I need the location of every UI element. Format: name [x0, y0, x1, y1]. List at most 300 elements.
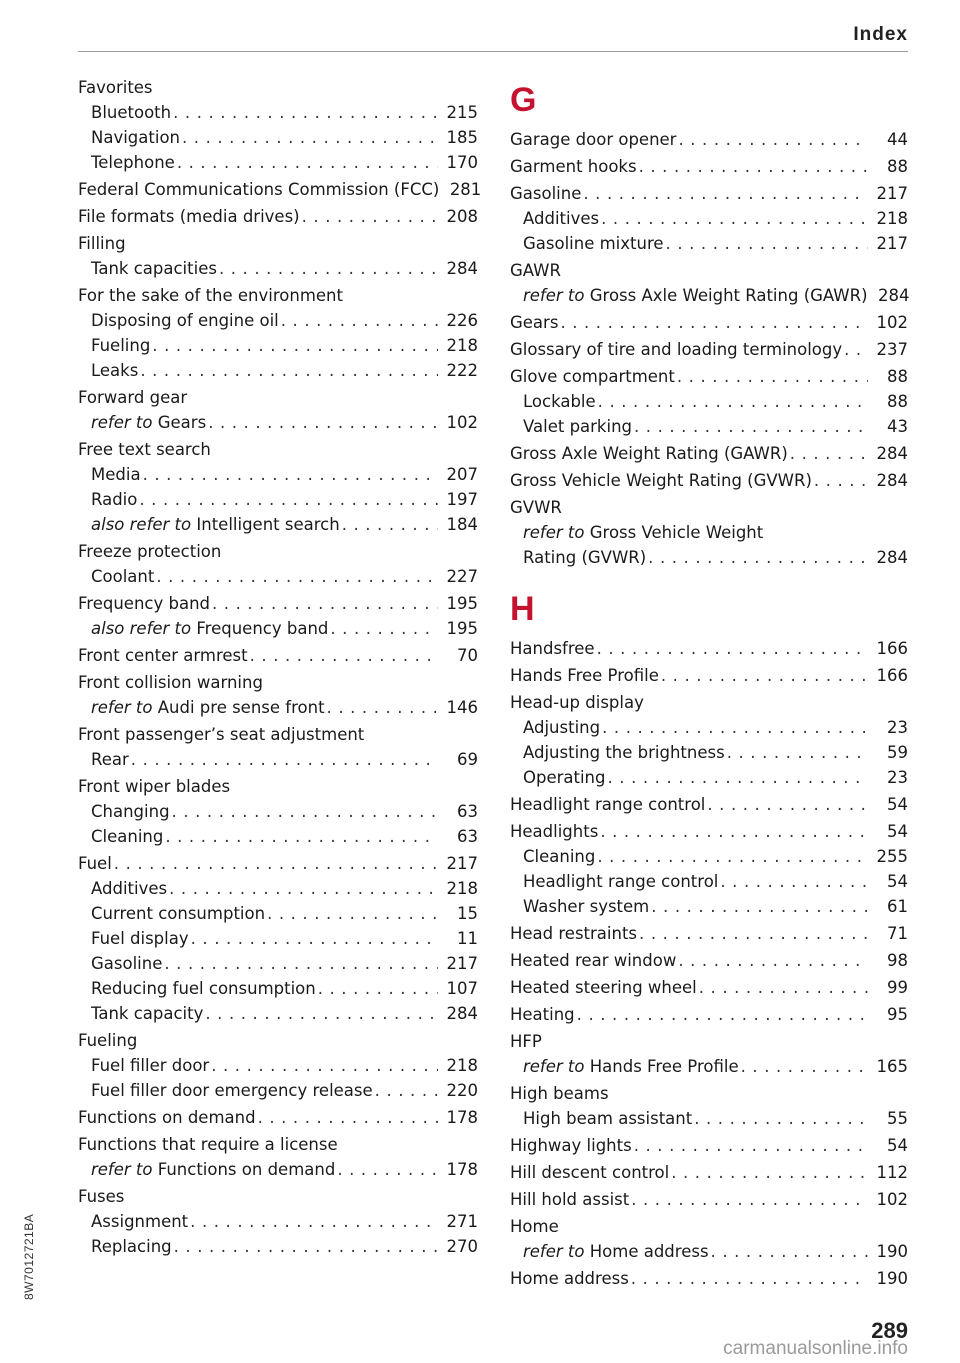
index-term — [510, 663, 659, 688]
dot-leader — [560, 310, 868, 335]
index-term — [510, 975, 697, 1000]
index-term-text: Forward gear — [78, 388, 188, 407]
index-term — [78, 437, 211, 462]
index-term-text: Gross Axle Weight Rating (GAWR) — [510, 444, 788, 463]
index-page-number: 284 — [446, 1004, 478, 1023]
index-entry — [78, 333, 478, 358]
index-page-number: 284 — [876, 471, 908, 490]
index-entry — [510, 441, 908, 466]
index-term-text: Gross Vehicle Weight Rating (GVWR) — [510, 471, 812, 490]
dot-leader — [143, 462, 438, 487]
index-term-text: Front collision warning — [78, 673, 263, 692]
index-term-text: Glossary of tire and loading terminology — [510, 340, 843, 359]
index-page-number: 237 — [876, 340, 908, 359]
index-term-text: Gross Axle Weight Rating (GAWR) — [589, 286, 868, 305]
index-entry — [510, 154, 908, 179]
index-page-number: 102 — [876, 313, 908, 332]
index-term — [91, 512, 340, 537]
index-entry — [78, 799, 478, 824]
index-term-text: Washer system — [523, 897, 650, 916]
index-entry — [78, 125, 478, 150]
dot-leader — [639, 154, 868, 179]
index-entry — [78, 512, 478, 537]
index-term-text: Lockable — [523, 392, 596, 411]
index-entry — [78, 358, 478, 383]
index-term — [91, 308, 279, 333]
index-entry — [78, 616, 478, 641]
dot-leader — [208, 410, 438, 435]
index-entry — [510, 337, 908, 362]
index-term — [91, 901, 265, 926]
index-entry — [78, 231, 478, 256]
index-term-text: Hill descent control — [510, 1163, 670, 1182]
index-term-text: Fuel filler door — [91, 1056, 210, 1075]
index-entry — [78, 177, 482, 202]
index-term-text: Frequency band — [78, 594, 210, 613]
index-term — [78, 670, 263, 695]
index-term — [523, 844, 595, 869]
index-entry — [510, 1266, 908, 1291]
index-term — [78, 1028, 137, 1053]
dot-leader — [250, 643, 438, 668]
index-entry — [510, 231, 908, 256]
index-term-text: Home address — [510, 1269, 629, 1288]
index-page-number: 271 — [446, 1212, 478, 1231]
index-page-number: 218 — [446, 879, 478, 898]
index-term-text: Tank capacity — [91, 1004, 204, 1023]
index-entry — [78, 1028, 478, 1053]
index-term-text: Changing — [91, 802, 170, 821]
index-entry — [510, 690, 908, 715]
dot-leader — [699, 975, 868, 1000]
index-term — [91, 1234, 172, 1259]
index-term-text: Gears — [157, 413, 207, 432]
index-term — [510, 364, 675, 389]
index-entry — [78, 1132, 478, 1157]
index-term — [78, 539, 221, 564]
index-term — [91, 695, 325, 720]
index-term-text: Radio — [91, 490, 138, 509]
index-term-text: Headlight range control — [523, 872, 719, 891]
index-entry — [78, 283, 478, 308]
index-page-number: 178 — [446, 1108, 478, 1127]
index-term — [91, 333, 150, 358]
cross-reference-label: refer to — [91, 698, 153, 717]
index-letter-heading: H — [510, 590, 535, 628]
dot-leader — [174, 1234, 438, 1259]
index-entry — [510, 310, 908, 335]
index-page-number: 195 — [446, 594, 478, 613]
index-term-text: Adjusting — [523, 718, 601, 737]
dot-leader — [601, 206, 868, 231]
dot-leader — [267, 901, 438, 926]
index-term-text: Front center armrest — [78, 646, 248, 665]
index-entry — [510, 414, 908, 439]
index-page-number: 112 — [876, 1163, 908, 1182]
index-page-number: 43 — [887, 417, 908, 436]
dot-leader — [602, 715, 868, 740]
index-term — [510, 690, 644, 715]
dot-leader — [583, 181, 868, 206]
index-entry — [78, 951, 478, 976]
index-page-number: 197 — [446, 490, 478, 509]
dot-leader — [302, 204, 438, 229]
index-entry — [78, 976, 478, 1001]
dot-leader — [281, 308, 438, 333]
dot-leader — [677, 364, 868, 389]
index-page-number: 185 — [446, 128, 478, 147]
index-page-number: 88 — [887, 157, 908, 176]
index-entry — [510, 283, 908, 308]
dot-leader — [814, 468, 868, 493]
index-entry — [78, 643, 478, 668]
index-term — [78, 177, 439, 202]
watermark: carmanualsonline.info — [723, 1338, 908, 1359]
index-term — [510, 1214, 559, 1239]
dot-leader — [631, 1187, 868, 1212]
dot-leader — [165, 824, 438, 849]
index-page-number: 59 — [887, 743, 908, 762]
index-entry — [510, 206, 908, 231]
dot-leader — [707, 792, 868, 817]
index-entry — [510, 181, 908, 206]
index-term-text: Cleaning — [523, 847, 596, 866]
index-term-text: GAWR — [510, 261, 561, 280]
index-entry — [78, 901, 478, 926]
index-term — [510, 154, 637, 179]
index-term — [91, 256, 217, 281]
index-term-text: Valet parking — [523, 417, 633, 436]
index-term-text: File formats (media drives) — [78, 207, 300, 226]
index-term — [78, 231, 126, 256]
index-term — [78, 1132, 338, 1157]
index-page-number: 146 — [446, 698, 478, 717]
index-term-text: Highway lights — [510, 1136, 632, 1155]
dot-leader — [191, 926, 438, 951]
index-entry — [78, 308, 478, 333]
index-entry — [78, 462, 478, 487]
index-term — [78, 851, 112, 876]
index-term-text: Coolant — [91, 567, 155, 586]
index-page-number: 11 — [457, 929, 478, 948]
dot-leader — [694, 1106, 868, 1131]
index-page-number: 63 — [457, 802, 478, 821]
index-term-text: Intelligent search — [196, 515, 340, 534]
index-term-text: Heating — [510, 1005, 575, 1024]
index-entry — [510, 765, 908, 790]
index-page-number: 69 — [457, 750, 478, 769]
index-page-number: 184 — [446, 515, 478, 534]
index-entry — [510, 975, 908, 1000]
index-page-number: 170 — [446, 153, 478, 172]
index-entry — [78, 722, 478, 747]
index-term — [510, 1187, 629, 1212]
index-entry — [510, 792, 908, 817]
index-term-text: Heated rear window — [510, 951, 677, 970]
index-term-text: Front passenger’s seat adjustment — [78, 725, 365, 744]
index-page-number: 284 — [876, 548, 908, 567]
index-term — [510, 636, 595, 661]
index-term — [523, 1106, 692, 1131]
index-entry — [510, 364, 908, 389]
dot-leader — [678, 948, 868, 973]
index-term — [523, 894, 649, 919]
index-term-text: Audi pre sense front — [157, 698, 325, 717]
dot-leader — [140, 358, 438, 383]
index-page-number: 208 — [446, 207, 478, 226]
index-entry — [78, 75, 478, 100]
cross-reference-label: refer to — [523, 286, 585, 305]
index-term-text: Garage door opener — [510, 130, 677, 149]
dot-leader — [205, 1001, 438, 1026]
index-entry — [510, 1081, 908, 1106]
index-term-text: Rear — [91, 750, 129, 769]
index-term — [523, 869, 718, 894]
index-entry — [510, 1239, 908, 1264]
index-entry — [510, 520, 908, 545]
dot-leader — [152, 333, 438, 358]
index-entry — [78, 204, 478, 229]
index-term — [91, 410, 206, 435]
index-term — [78, 774, 230, 799]
dot-leader — [608, 765, 869, 790]
index-entry — [78, 670, 478, 695]
index-page-number: 102 — [446, 413, 478, 432]
index-page-number: 54 — [887, 822, 908, 841]
index-entry — [510, 1133, 908, 1158]
index-term — [78, 1105, 256, 1130]
cross-reference-label: refer to — [91, 413, 153, 432]
index-entry — [510, 715, 908, 740]
dot-leader — [114, 851, 438, 876]
index-entry — [78, 1053, 478, 1078]
index-term — [510, 1002, 575, 1027]
index-term — [510, 337, 842, 362]
index-term-text: Hands Free Profile — [589, 1057, 739, 1076]
index-entry — [510, 948, 908, 973]
index-entry — [510, 740, 908, 765]
section-spacer — [510, 570, 908, 584]
index-term-text: Garment hooks — [510, 157, 637, 176]
index-column-right — [510, 75, 908, 1291]
index-term — [91, 487, 137, 512]
index-term — [91, 462, 141, 487]
index-term — [78, 385, 187, 410]
index-term — [510, 819, 598, 844]
index-term — [91, 976, 316, 1001]
dot-leader — [182, 125, 438, 150]
dot-leader — [212, 591, 438, 616]
dot-leader — [720, 869, 868, 894]
index-term-text: Current consumption — [91, 904, 266, 923]
index-term-text: Additives — [91, 879, 168, 898]
dot-leader — [577, 1002, 868, 1027]
index-term-text: Gasoline — [91, 954, 163, 973]
index-entry — [78, 1184, 478, 1209]
index-term — [91, 926, 189, 951]
index-entry — [78, 1234, 478, 1259]
index-term-text: Fueling — [78, 1031, 138, 1050]
index-entry — [510, 545, 908, 570]
index-term-text: High beams — [510, 1084, 609, 1103]
index-term — [510, 1133, 632, 1158]
index-term — [78, 591, 210, 616]
index-entry — [78, 824, 478, 849]
index-entry — [510, 844, 908, 869]
index-entry — [510, 1214, 908, 1239]
dot-leader — [631, 1266, 868, 1291]
dot-leader — [173, 100, 438, 125]
dot-leader — [219, 256, 438, 281]
index-page-number: 270 — [446, 1237, 478, 1256]
index-term-text: Leaks — [91, 361, 139, 380]
index-term — [510, 792, 705, 817]
index-term-text: Heated steering wheel — [510, 978, 697, 997]
index-term-text: Headlights — [510, 822, 599, 841]
index-term-text: Headlight range control — [510, 795, 706, 814]
index-term — [510, 127, 676, 152]
index-term — [510, 1160, 669, 1185]
index-page-number: 23 — [887, 718, 908, 737]
page-header-title: Index — [853, 24, 908, 45]
index-term-text: Functions on demand — [157, 1160, 336, 1179]
index-entry — [510, 894, 908, 919]
index-entry — [78, 926, 478, 951]
dot-leader — [330, 616, 438, 641]
index-term — [91, 616, 328, 641]
index-entry — [78, 385, 478, 410]
index-page-number: 227 — [446, 567, 478, 586]
index-entry — [78, 851, 478, 876]
dot-leader — [139, 487, 438, 512]
index-term — [510, 258, 561, 283]
index-term — [91, 1053, 209, 1078]
index-term — [523, 1239, 709, 1264]
dot-leader — [258, 1105, 438, 1130]
index-term-text: Navigation — [91, 128, 180, 147]
index-term-text: Glove compartment — [510, 367, 675, 386]
index-term — [510, 468, 812, 493]
index-term — [510, 310, 558, 335]
index-term — [91, 1078, 373, 1103]
dot-leader — [597, 636, 868, 661]
index-entry — [78, 100, 478, 125]
index-page-number: 217 — [876, 234, 908, 253]
index-page-number: 207 — [446, 465, 478, 484]
index-term-text: Filling — [78, 234, 126, 253]
index-term — [510, 441, 788, 466]
dot-leader — [600, 819, 868, 844]
index-term-text: Replacing — [91, 1237, 172, 1256]
dot-leader — [639, 921, 868, 946]
index-entry — [78, 1157, 478, 1182]
index-page-number: 226 — [446, 311, 478, 330]
index-term-text: High beam assistant — [523, 1109, 693, 1128]
index-page-number: 217 — [876, 184, 908, 203]
index-term-text: Gross Vehicle Weight — [589, 523, 764, 542]
dot-leader — [597, 844, 868, 869]
dot-leader — [164, 951, 438, 976]
index-entry — [78, 591, 478, 616]
index-term-text: Free text search — [78, 440, 211, 459]
dot-leader — [598, 389, 868, 414]
index-page-number: 218 — [876, 209, 908, 228]
index-term-text: Head-up display — [510, 693, 644, 712]
index-term-text: Disposing of engine oil — [91, 311, 279, 330]
index-term-text: Home address — [589, 1242, 709, 1261]
index-term — [523, 389, 596, 414]
page-number: 289 — [871, 1318, 908, 1343]
index-term — [91, 564, 154, 589]
index-term — [78, 1184, 124, 1209]
index-term-text: Assignment — [91, 1212, 189, 1231]
index-page-number: 190 — [876, 1242, 908, 1261]
index-term — [523, 545, 646, 570]
index-page-number: 70 — [457, 646, 478, 665]
index-term-text: HFP — [510, 1032, 542, 1051]
index-term-text: GVWR — [510, 498, 562, 517]
index-term-text: Home — [510, 1217, 559, 1236]
index-term — [510, 1266, 629, 1291]
index-page-number: 281 — [449, 180, 482, 199]
index-term — [91, 799, 170, 824]
index-page-number: 23 — [887, 768, 908, 787]
index-page-number: 54 — [887, 795, 908, 814]
index-page-number: 284 — [876, 444, 908, 463]
index-term — [91, 100, 171, 125]
index-page-number: 107 — [446, 979, 478, 998]
index-entry — [78, 1001, 478, 1026]
dot-leader — [169, 876, 438, 901]
dot-leader — [211, 1053, 438, 1078]
index-term — [510, 1081, 609, 1106]
index-page-number: 220 — [446, 1081, 478, 1100]
index-entry — [510, 636, 908, 661]
index-entry — [510, 1029, 908, 1054]
index-term-text: Gasoline mixture — [523, 234, 664, 253]
index-page-number: 222 — [446, 361, 478, 380]
index-term — [510, 1029, 542, 1054]
index-page-number: 166 — [876, 639, 908, 658]
index-entry — [510, 495, 908, 520]
index-letter-heading: G — [510, 81, 537, 119]
dot-leader — [318, 976, 438, 1001]
index-entry — [510, 663, 908, 688]
index-entry — [78, 564, 478, 589]
index-entry — [510, 1187, 908, 1212]
index-term-text: Reducing fuel consumption — [91, 979, 316, 998]
index-entry — [78, 1105, 478, 1130]
index-term-text: Federal Communications Commission (FCC) — [78, 180, 440, 199]
index-term-text: Front wiper blades — [78, 777, 231, 796]
index-column-left — [78, 75, 482, 1259]
dot-leader — [634, 414, 868, 439]
index-term — [91, 951, 162, 976]
cross-reference-label: refer to — [523, 1242, 585, 1261]
index-entry — [78, 256, 478, 281]
index-entry — [510, 468, 908, 493]
index-entry — [510, 1054, 908, 1079]
index-entry — [510, 1160, 908, 1185]
index-entry — [78, 774, 478, 799]
cross-reference-label: refer to — [523, 1057, 585, 1076]
index-page-number: 166 — [876, 666, 908, 685]
index-page-number: 102 — [876, 1190, 908, 1209]
index-term-text: Fueling — [91, 336, 151, 355]
index-page-number: 88 — [887, 392, 908, 411]
dot-leader — [648, 545, 868, 570]
index-page-number: 54 — [887, 872, 908, 891]
